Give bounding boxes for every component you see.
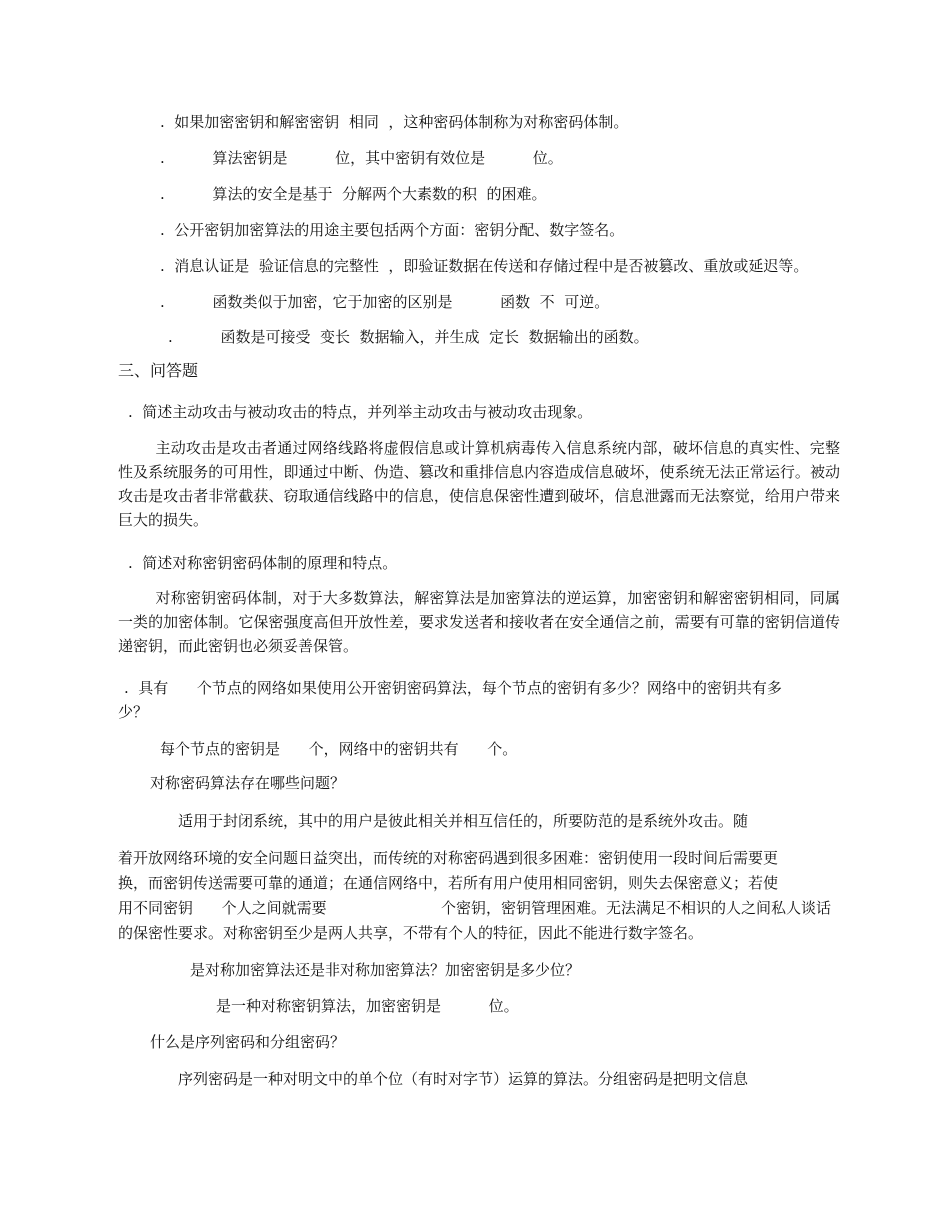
- question-5: 是对称加密算法还是非对称加密算法？加密密钥是多少位？: [190, 961, 581, 979]
- answer-4-line-2: 着开放网络环境的安全问题日益突出，而传统的对称密码遇到很多困难：密钥使用一段时间后需要更: [118, 849, 779, 867]
- question-3-line-1: . 具有 个节点的网络如果使用公开密钥密码算法，每个节点的密钥有多少？网络中的密钥共有多: [124, 679, 782, 697]
- fill-item-4: . 公开密钥加密算法的用途主要包括两个方面：密钥分配、数字签名。: [160, 221, 625, 239]
- section-heading: 三、问答题: [118, 361, 199, 380]
- fill-item-1: . 如果加密密钥和解密密钥 相同 ，这种密码体制称为对称密码体制。: [160, 113, 629, 131]
- answer-5: 是一种对称密钥算法，加密密钥是 位。: [216, 997, 519, 1015]
- answer-3: 每个节点的密钥是 个，网络中的密钥共有 个。: [160, 740, 518, 758]
- question-1: . 简述主动攻击与被动攻击的特点，并列举主动攻击与被动攻击现象。: [128, 403, 593, 421]
- answer-2: 对称密钥密码体制，对于大多数算法，解密算法是加密算法的逆运算，加密密钥和解密密钥相同，同属一类的加密体制。它保密强度高但开放性差，要求发送者和接收者在安全通信之前，需要有可靠的密钥信道传递密钥，而此密钥也必须妥善保管。: [118, 589, 840, 655]
- fill-item-5: . 消息认证是 验证信息的完整性 ，即验证数据在传送和存储过程中是否被篡改、重放或延迟等。: [160, 257, 809, 275]
- fill-item-2: . 算法密钥是 位，其中密钥有效位是 位。: [160, 149, 563, 167]
- answer-4-line-3: 换，而密钥传送需要可靠的通道；在通信网络中，若所有用户使用相同密钥，则失去保密意义；若使: [118, 874, 779, 892]
- answer-6: 序列密码是一种对明文中的单个位（有时对字节）运算的算法。分组密码是把明文信息: [178, 1070, 749, 1088]
- answer-4-line-4: 用不同密钥 个人之间就需要 个密钥，密钥管理困难。无法满足不相识的人之间私人谈话: [118, 899, 832, 917]
- answer-4-line-5: 的保密性要求。对称密钥至少是两人共享，不带有个人的特征，因此不能进行数字签名。: [118, 924, 704, 942]
- fill-item-7: . 函数是可接受 变长 数据输入，并生成 定长 数据输出的函数。: [168, 328, 649, 346]
- fill-item-3: . 算法的安全是基于 分解两个大素数的积 的困难。: [160, 185, 547, 203]
- answer-4-line-1: 适用于封闭系统，其中的用户是彼此相关并相互信任的，所要防范的是系统外攻击。随: [178, 812, 749, 830]
- question-4: 对称密码算法存在哪些问题？: [150, 774, 346, 792]
- answer-1: 主动攻击是攻击者通过网络线路将虚假信息或计算机病毒传入信息系统内部，破坏信息的真实性、完整性及系统服务的可用性，即通过中断、伪造、篡改和重排信息内容造成信息破坏，使系统无法正常运行。被动攻击是攻击者非常截获、窃取通信线路中的信息，使信息保密性遭到破坏，信息泄露而无法察觉，给用户带来巨大的损失。: [118, 439, 840, 529]
- fill-item-6: . 函数类似于加密，它于加密的区别是 函数 不 可逆。: [160, 293, 610, 311]
- question-3-line-2: 少？: [118, 703, 149, 721]
- question-2: . 简述对称密钥密码体制的原理和特点。: [128, 554, 398, 572]
- question-6: 什么是序列密码和分组密码？: [150, 1033, 346, 1051]
